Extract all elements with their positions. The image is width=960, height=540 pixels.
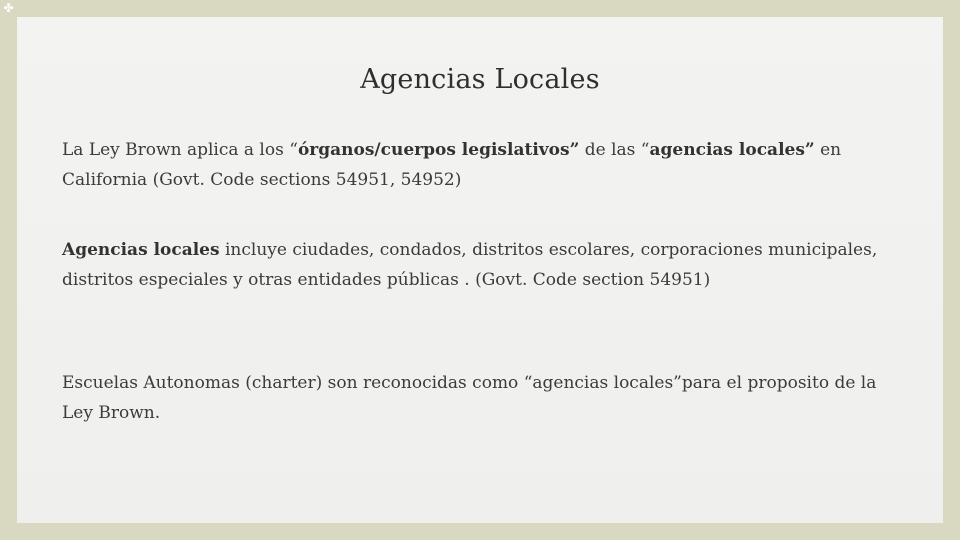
text-run: de las “ (579, 140, 650, 160)
text-run: incluye ciudades, condados, distritos escolares, corporaciones municipales, distritos especiales y otras entidades públicas . (Govt. Code section 54951) (62, 240, 878, 290)
text-run: en California (Govt. Code sections 54951, 54952) (62, 140, 842, 190)
paragraph-local-agencies-definition (62, 235, 908, 295)
bold-term-local-agencies: agencias locales” (649, 140, 815, 160)
text-run: Escuelas Autonomas (charter) son reconocidas como “agencias locales”para el proposito de la Ley Brown. (62, 373, 877, 423)
text-run: La Ley Brown aplica a los “ (62, 140, 298, 160)
paragraph-brown-act-scope (62, 135, 908, 195)
paragraph-charter-schools (62, 368, 908, 428)
bold-term-legislative-bodies: órganos/cuerpos legislativos” (297, 140, 580, 160)
corner-ornament-icon: ✤ (3, 1, 14, 15)
slide-title: Agencias Locales (360, 64, 600, 95)
bold-term-agencias-locales: Agencias locales (62, 240, 220, 260)
